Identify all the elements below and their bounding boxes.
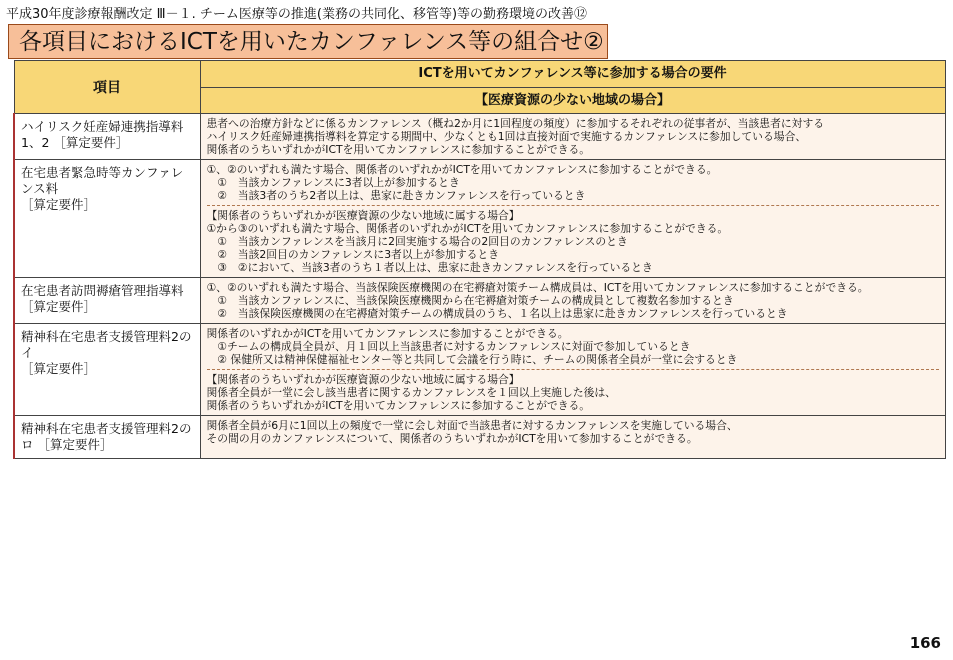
column-subheader-low-resource: 【医療資源の少ない地域の場合】 [200, 87, 945, 114]
row-requirements [200, 114, 945, 160]
table-row [14, 160, 945, 278]
table-row [14, 278, 945, 324]
column-header-item: 項目 [14, 61, 200, 114]
table-header-row [14, 61, 945, 88]
requirement-block: ①、②のいずれも満たす場合、関係者のいずれかがICTを用いてカンファレンスに参加することができる。 ① 当該カンファレンスに3者以上が参加するとき ② 当該3者のうち2者以上は、患家に赴きカンファレンスを行っているとき [206, 163, 718, 202]
row-requirements [200, 416, 945, 459]
row-requirements [200, 324, 945, 416]
page-number: 166 [909, 634, 941, 652]
row-requirements [200, 160, 945, 278]
row-item-name: 在宅患者訪問褥瘡管理指導料 ［算定要件］ [14, 278, 200, 324]
row-item-name: 在宅患者緊急時等カンファレンス料 ［算定要件］ [14, 160, 200, 278]
title-banner [8, 24, 608, 59]
row-item-name: 精神科在宅患者支援管理料2のイ ［算定要件］ [14, 324, 200, 416]
table-row [14, 324, 945, 416]
column-header-requirements: ICTを用いてカンファレンス等に参加する場合の要件 [200, 61, 945, 88]
requirement-block: 【関係者のうちいずれかが医療資源の少ない地域に属する場合】 ①から③のいずれも満たす場合、関係者のいずれかがICTを用いてカンファレンスに参加することができる。 ① 当該カンファレンスを当該月に2回実施する場合の2回目のカンファレンスのとき ② 当該2回目のカンファレンスに3者以上が参加するとき ③ ②において、当該3者のうち１者以上は、患家に赴きカンファレンスを行っているとき [207, 205, 939, 274]
row-requirements [200, 278, 945, 324]
row-item-name: ハイリスク妊産婦連携指導料1、2 ［算定要件］ [14, 114, 200, 160]
table-row [14, 416, 945, 459]
requirement-block: 患者への治療方針などに係るカンファレンス（概ね2か月に1回程度の頻度）に参加するそれぞれの従事者が、当該患者に対する ハイリスク妊産婦連携指導料を算定する期間中、少なくとも1回は直接対面で実施するカンファレンスに参加している場合、 関係者のうちいずれかがICTを用いてカンファレンスに参加することができる。 [206, 117, 825, 156]
table-row [14, 114, 945, 160]
requirement-block: 関係者全員が6月に1回以上の頻度で一堂に会し対面で当該患者に対するカンファレンスを実施している場合、 その間の月のカンファレンスについて、関係者のうちいずれかがICTを用いて参加することができる。 [206, 419, 738, 445]
page-title: 各項目におけるICTを用いたカンファレンス等の組合せ② [19, 29, 604, 55]
requirement-block: 関係者のいずれかがICTを用いてカンファレンスに参加することができる。 ①チームの構成員全員が、月１回以上当該患者に対するカンファレンスに対面で参加しているとき ② 保健所又は精神保健福祉センター等と共同して会議を行う時に、チームの関係者全員が一堂に会するとき [206, 327, 738, 366]
row-item-name: 精神科在宅患者支援管理料2のロ ［算定要件］ [14, 416, 200, 459]
requirement-block: ①、②のいずれも満たす場合、当該保険医療機関の在宅褥瘡対策チーム構成員は、ICTを用いてカンファレンスに参加することができる。 ① 当該カンファレンスに、当該保険医療機関から在宅褥瘡対策チームの構成員として複数名参加するとき ② 当該保険医療機関の在宅褥瘡対策チームの構成員のうち、１名以上は患家に赴きカンファレンスを行っているとき [206, 281, 869, 320]
requirement-block: 【関係者のうちいずれかが医療資源の少ない地域に属する場合】 関係者全員が一堂に会し該当患者に関するカンファレンスを１回以上実施した後は、 関係者のうちいずれかがICTを用いてカンファレンスに参加することができる。 [207, 369, 939, 412]
requirements-table [13, 60, 946, 459]
breadcrumb: 平成30年度診療報酬改定 Ⅲ－１. チーム医療等の推進(業務の共同化、移管等)等の勤務環境の改善⑫ [6, 7, 588, 22]
